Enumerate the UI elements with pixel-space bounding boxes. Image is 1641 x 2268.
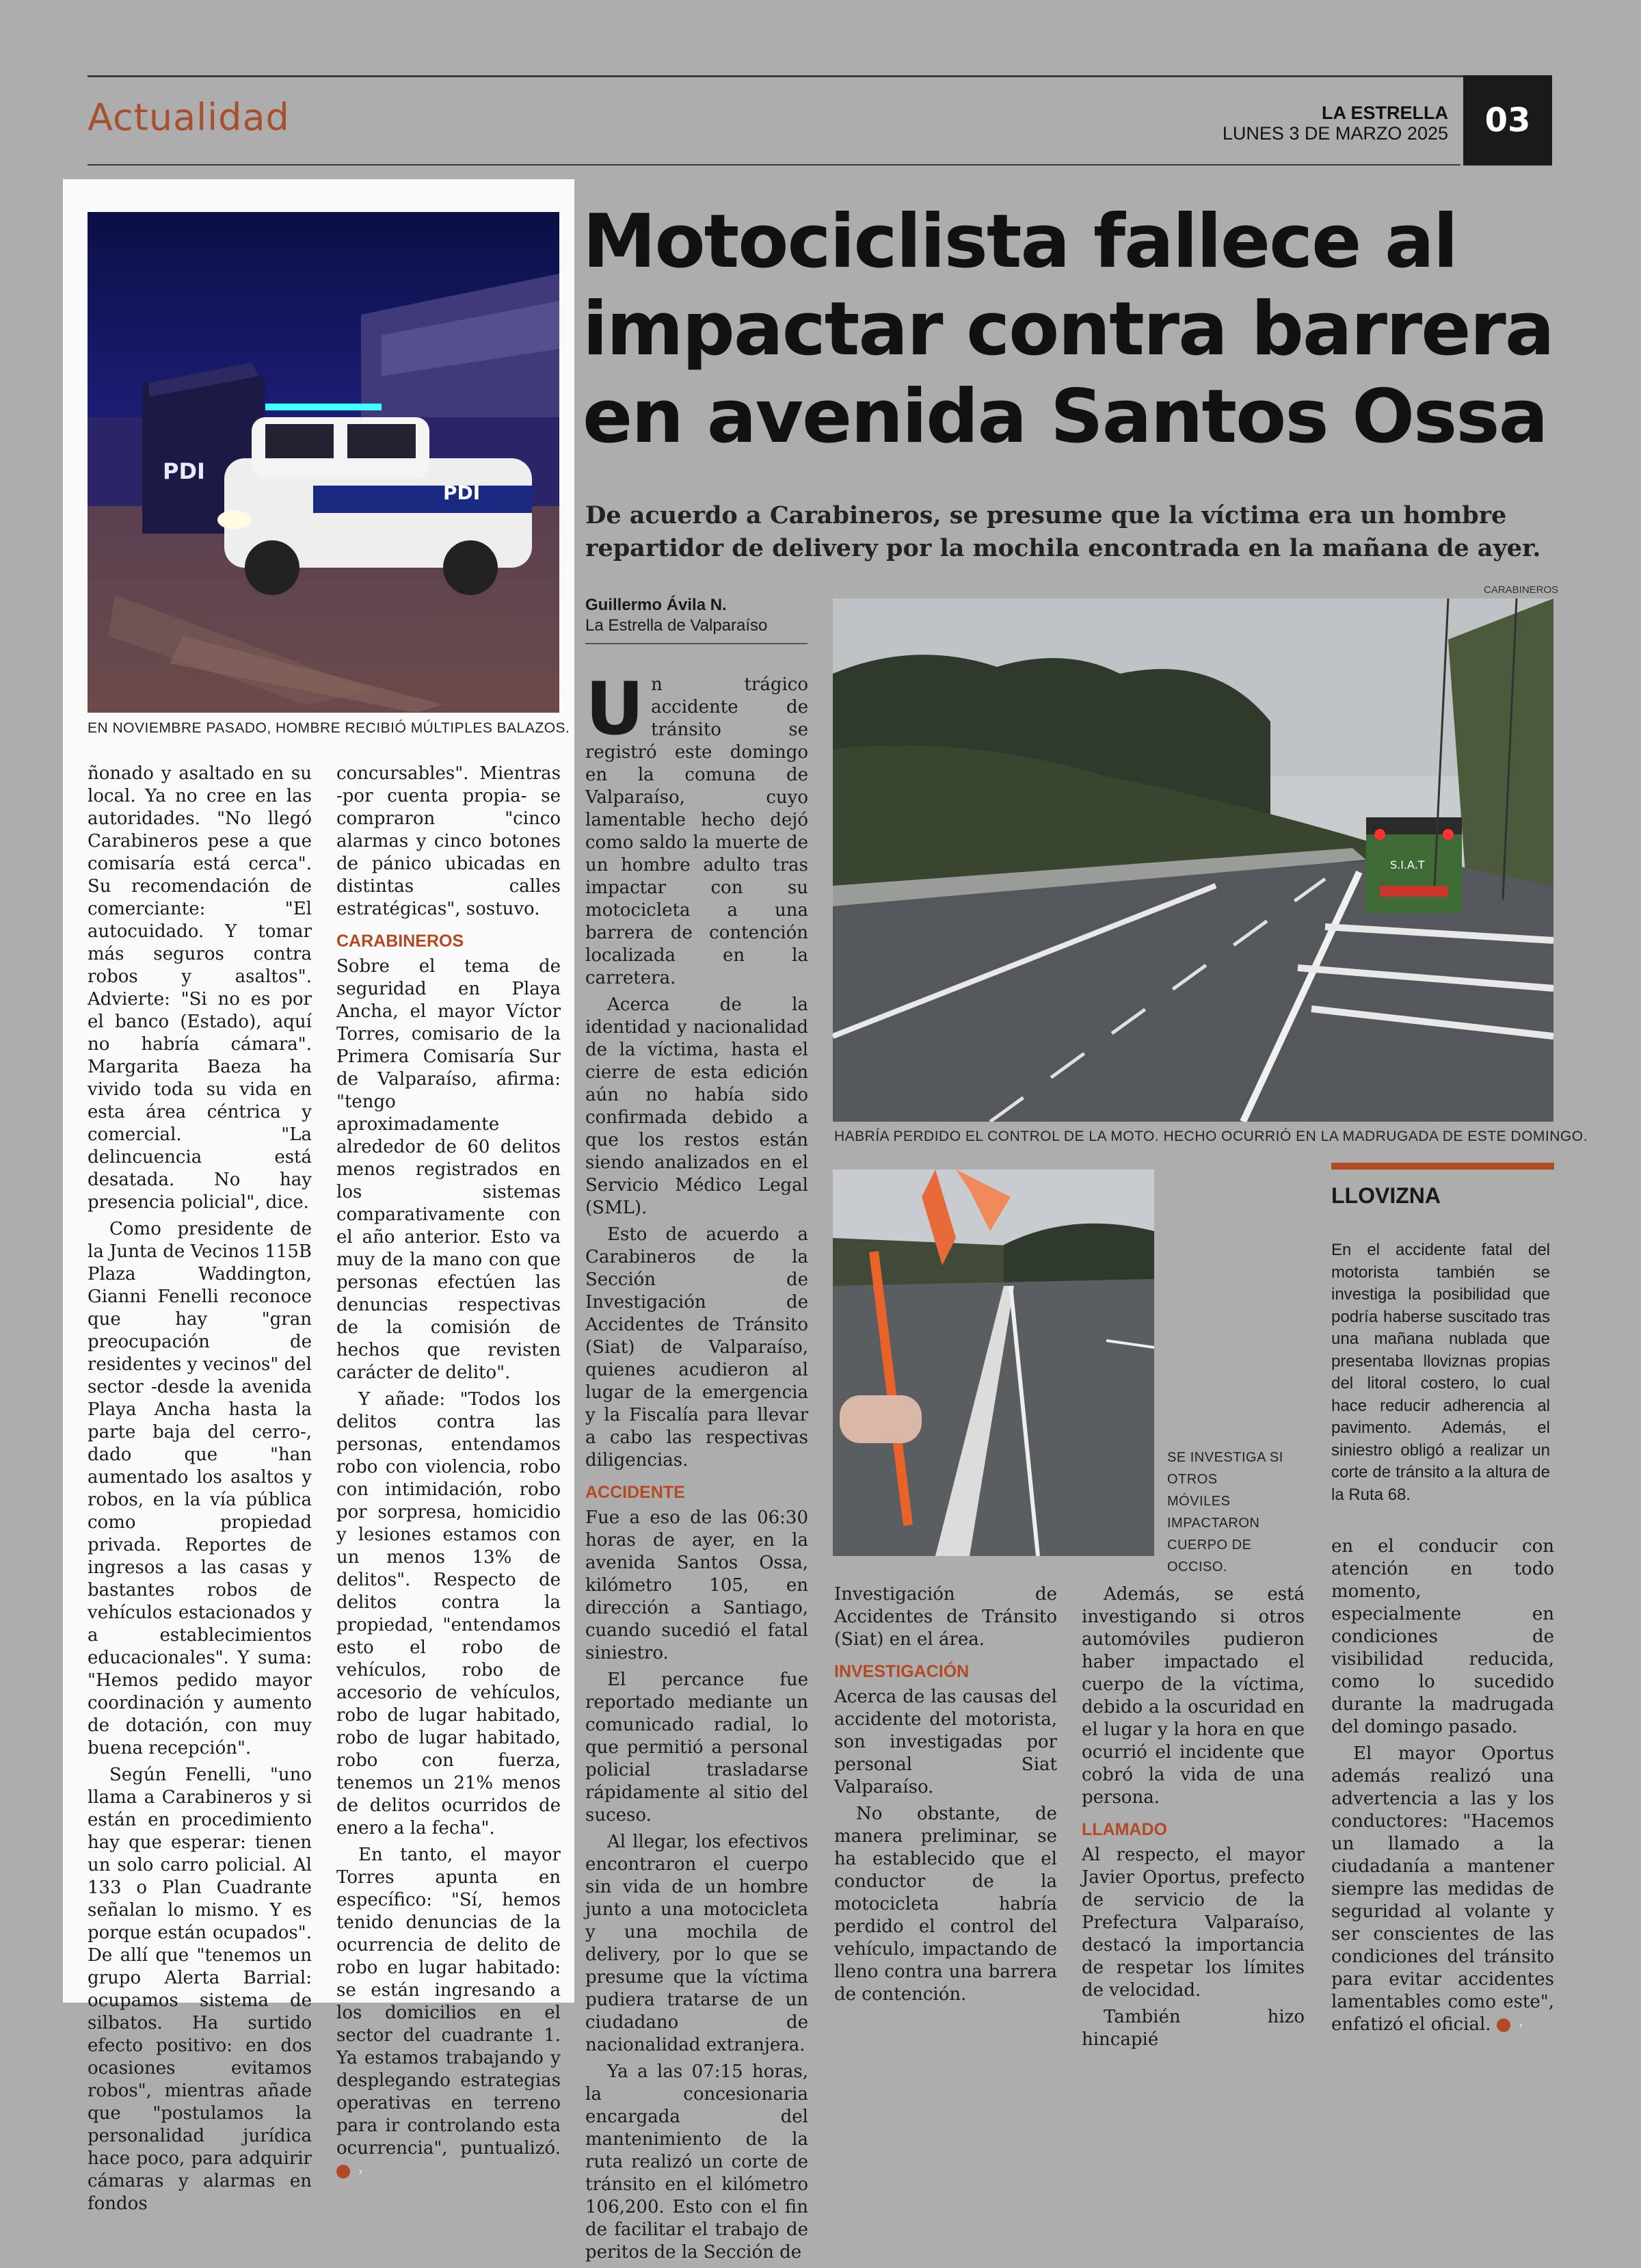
main-col1-paragraph: Al llegar, los efectivos encontraron el cuerpo sin vida de un hombre junto a una motocicleta y una mochila de delivery, por lo que se presume que la víctima pudiera tratarse de un ciudadano de nacionalidad extranjera. [585,1832,808,2055]
issue-date: LUNES 3 DE MARZO 2025 [1222,123,1448,144]
byline [585,595,767,636]
main-col3-paragraph: Al respecto, el mayor Javier Oportus, prefecto de servicio de la Prefectura Valparaíso, destacó la importancia de respetar los límites de velocidad. [1082,1845,1305,2001]
left-col2-paragraph: Sobre el tema de seguridad en Playa Ancha, el mayor Víctor Torres, comisario de la Primera Comisaría Sur de Valparaíso, afirma: "tengo aproximadamente alrededor de 60 delitos menos registrados en los sistemas comparativamente con el año anterior. Esto va muy de la mano con que personas efectúen las denuncias respectivas de la comisión de hechos que revisten carácter de delito". [336,956,561,1383]
accidente-subhead: ACCIDENTE [585,1483,685,1502]
highway-photo [833,598,1553,1122]
left-story-column-1 [88,763,312,2219]
roadside-photo [833,1170,1154,1556]
main-headline: Motociclista fallece al impactar contra barrera en avenida Santos Ossa [583,199,1553,460]
main-col4-paragraph: en el conducir con atención en todo momento, especialmente en condiciones de visibilidad reducida, como lo sucedido durante la madrugada del domingo pasado. [1331,1536,1554,1737]
sidebar-text: En el accidente fatal del motorista también se investiga la posibilidad que podría haberse suscitado tras una mañana nublada que presentaba lloviznas propias del litoral costero, lo cual hace reducir adherencia al pavimento. Además, el siniestro obligó a realizar un corte de tránsito a la altura de la Ruta 68. [1331,1241,1550,1504]
sidebar-title: LLOVIZNA [1331,1183,1441,1208]
main-column-2 [834,1583,1057,2010]
main-col1-paragraph: Ya a las 07:15 horas, la concesionaria encargada del mantenimiento de la ruta realizó un corte de tránsito en el kilómetro 106,200. Esto con el fin de facilitar el trabajo de peritos de la Sección de [585,2061,808,2263]
pdi-tent-label: PDI [163,458,205,484]
main-col3-paragraph: Además, se está investigando si otros automóviles pudieron haber impactado el cuerpo de la víctima, debido a la oscuridad en el lugar y la hora en que ocurrió el incidente que cobró la vida de una persona. [1082,1584,1305,1808]
carabineros-subhead: CARABINEROS [336,932,464,951]
left-col2-closing: En tanto, el mayor Torres apunta en específico: "Sí, hemos tenido denuncias de la ocurrencia de delito de robo en lugar habitado: se están ingresando a los domicilios en el sector del cuadrante 1. Ya estamos trabajando y desplegando estrategias operativas en terreno para ir controlando esta ocurrencia", puntualizó. [336,1845,561,2159]
sidebar-rule [1331,1163,1554,1170]
main-col4-paragraph [1331,1743,1554,2036]
photo-credit: CARABINEROS [1484,584,1559,596]
pdi-night-photo [88,212,559,713]
left-col2-paragraph: Y añade: "Todos los delitos contra las personas, entendamos robo con violencia, robo con intimidación, robo por sorpresa, homicidio y lesiones estamos con un menos 13% de delitos". Respecto de delitos contra la propiedad, "entendamos esto el robo de vehículos, robo de accesorio de vehículos, robo de lugar habitado, robo de lugar habitado, robo con fuerza, tenemos un 21% menos de delitos ocurridos de enero a la fecha". [336,1389,561,1838]
main-col1-paragraph: Esto de acuerdo a Carabineros de la Sección de Investigación de Accidentes de Tránsito (Siat) de Valparaíso, quienes acudieron al lugar de la emergencia y la Fiscalía para llevar a cabo las respectivas diligencias. [585,1224,808,1471]
left-col1-paragraph: Según Fenelli, "uno llama a Carabineros y si están en procedimiento hay que esperar: tienen un solo carro policial. Al 133 o Plan Cuadrante señalan lo mismo. Y es porque están ocupados". De allí que "tenemos un grupo Alerta Barrial: ocupamos sistema de silbatos. Ha surtido efecto positivo: en dos ocasiones evitamos robos", mientras añade que "postulamos la personalidad jurídica hace poco, para adquirir cámaras y alarmas en fondos [88,1765,312,2214]
highway-photo-illustration [833,598,1553,1122]
main-column-3 [1082,1583,1305,2055]
author-name: Guillermo Ávila N. [585,596,727,614]
lead-paragraph [585,667,808,990]
investigacion-subhead: INVESTIGACIÓN [834,1662,970,1681]
left-col2-intro: concursables". Mientras -por cuenta propia- se compraron "cinco alarmas y cinco botones de pánico ubicadas en distintas calles estratégicas", sostuvo. [336,763,561,919]
main-column-4 [1331,1535,1554,2040]
main-col2-intro: Investigación de Accidentes de Tránsito (Siat) en el área. [834,1584,1057,1650]
highway-photo-caption: HABRÍA PERDIDO EL CONTROL DE LA MOTO. HECHO OCURRIÓ EN LA MADRUGADA DE ESTE DOMINGO. [834,1129,1588,1144]
drop-cap: U [585,667,645,751]
lead-text: n trágico accidente de tránsito se registró este domingo en la comuna de Valparaíso, cuyo lamentable hecho dejó como saldo la muerte de un hombre adulto tras impactar con su motocicleta a una barrera de contención localizada en la carretera. [585,674,808,988]
main-col4-closing: El mayor Oportus además realizó una advertencia a las y los conductores: "Hacemos un llamado a la ciudadanía a mantener siempre las medidas de seguridad al volante y ser conscientes de las condiciones del tránsito para evitar accidentes lamentables como este", enfatizó el oficial. [1331,1743,1554,2035]
left-col1-paragraph: Como presidente de la Junta de Vecinos 115B Plaza Waddington, Gianni Fenelli reconoce que hay "gran preocupación de residentes y vecinos" del sector -desde la avenida Playa Ancha hasta la parte baja del cerro-, dado que "han aumentado los asaltos y robos, en la vía pública como propiedad privada. Reportes de ingresos a las casas y bastantes robos de vehículos estacionados y a establecimientos educacionales". Y suma: "Hemos pedido mayor coordinación y aumento de dotación, con muy buena recepción". [88,1219,312,1758]
main-col1-paragraph: El percance fue reportado mediante un comunicado radial, lo que permitió a personal policial trasladarse rápidamente al sitio del suceso. [585,1670,808,1825]
main-deck: De acuerdo a Carabineros, se presume que la víctima era un hombre repartidor de delivery por la mochila encontrada en la mañana de ayer. [585,501,1541,562]
byline-rule [585,643,808,644]
left-col2-paragraph [336,1844,561,2183]
end-mark-icon: › [336,2165,350,2178]
pdi-photo-illustration [88,212,559,713]
top-rule [88,75,1552,77]
newspaper-name: LA ESTRELLA [1322,103,1448,123]
roadside-photo-caption: SE INVESTIGA SI OTROS MÓVILES IMPACTARON CUERPO DE OCCISO. [1167,1450,1283,1574]
pdi-truck-label: PDI [443,482,481,504]
left-photo-caption: EN NOVIEMBRE PASADO, HOMBRE RECIBIÓ MÚLTIPLES BALAZOS. [88,720,570,736]
left-story-column-2 [336,763,561,2187]
end-mark-icon: › [1497,2018,1510,2032]
page-number: 03 [1463,75,1552,166]
roadside-photo-illustration [833,1170,1154,1556]
main-col2-paragraph: No obstante, de manera preliminar, se ha establecido que el conductor de la motocicleta habría perdido el control del vehículo, impactando de lleno contra una barrera de contención. [834,1804,1057,2005]
main-col2-paragraph: Acerca de las causas del accidente del motorista, son investigadas por personal Siat Valparaíso. [834,1687,1057,1797]
left-col1-paragraph: ñonado y asaltado en su local. Ya no cree en las autoridades. "No llegó Carabineros pese a que comisaría está cerca". Su recomendación de comerciante: "El autocuidado. Y tomar más seguros contra robos y asaltos". Advierte: "Si no es por el banco (Estado), aquí no habría cámara". Margarita Baeza ha vivido toda su vida en esta área céntrica y comercial. "La delincuencia está desatada. No hay presencia policial", dice. [88,763,312,1213]
main-col1-paragraph: Fue a eso de las 06:30 horas de ayer, en la avenida Santos Ossa, kilómetro 105, en dirección a Santiago, cuando sucedió el fatal siniestro. [585,1507,808,1663]
main-col3-paragraph: También hizo hincapié [1082,2007,1305,2050]
siat-vehicle-label: S.I.A.T [1390,858,1425,871]
header-rule [88,164,1460,166]
section-title: Actualidad [88,96,290,139]
main-col1-paragraph: Acerca de la identidad y nacionalidad de la víctima, hasta el cierre de esta edición aún no había sido confirmada debido a que los restos están siendo analizados en el Servicio Médico Legal (SML). [585,994,808,1218]
llamado-subhead: LLAMADO [1082,1820,1167,1839]
author-outlet: La Estrella de Valparaíso [585,616,768,635]
main-column-1 [585,667,808,2268]
